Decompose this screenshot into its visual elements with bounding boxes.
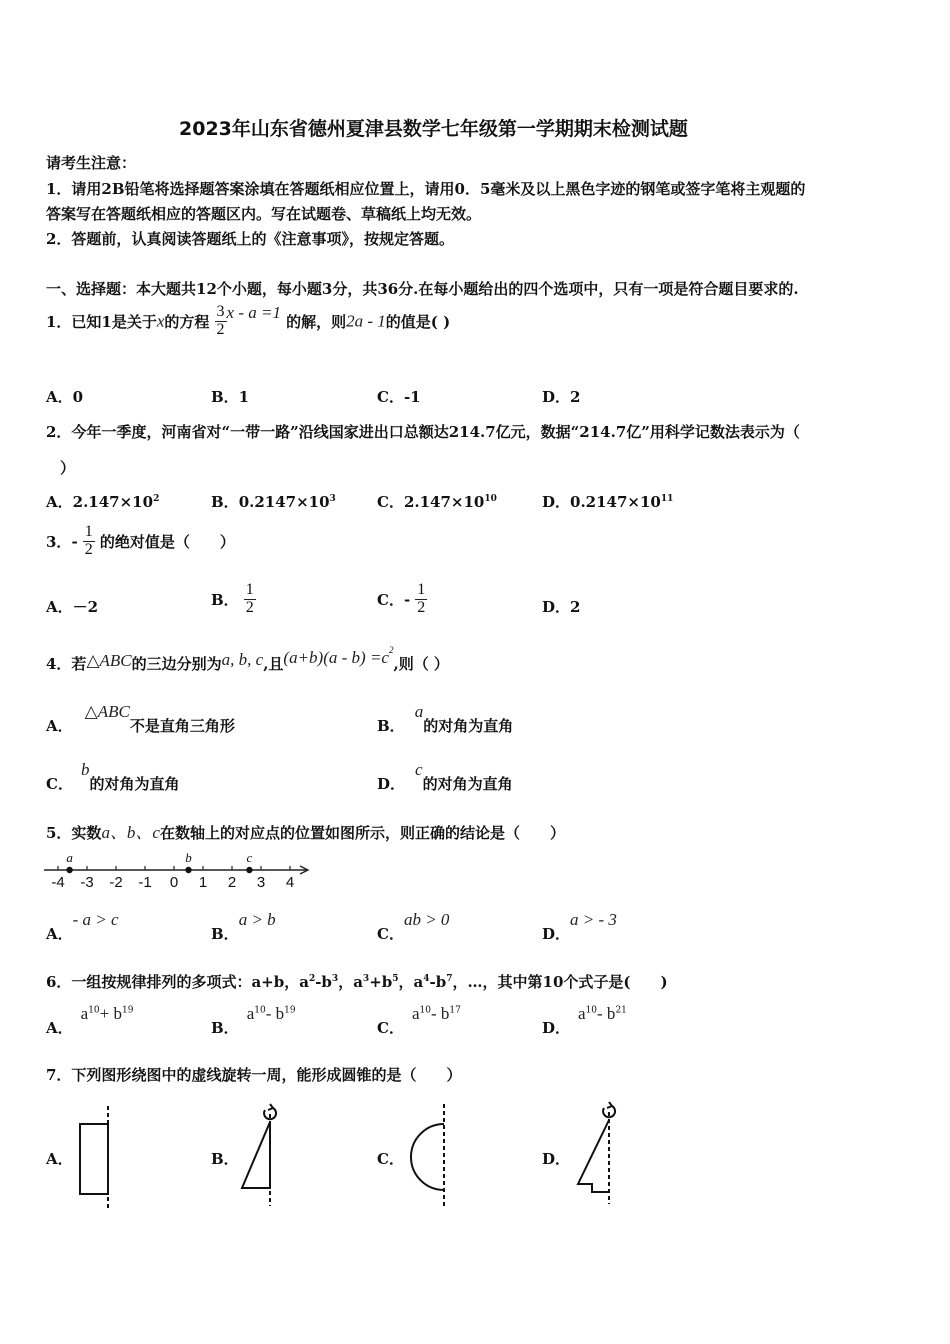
q4-eq-exp: 2 xyxy=(388,645,394,655)
q6-t6: +b xyxy=(369,973,393,991)
q6-a-op: + b xyxy=(99,1004,122,1023)
number-line-tick-label: 3 xyxy=(256,874,266,891)
page-title: 2023年山东省德州夏津县数学七年级第一学期期末检测试题 xyxy=(179,118,688,140)
q5-d-label: D． xyxy=(542,925,571,943)
q5-vars: a、b、c xyxy=(101,823,160,842)
number-line-point-label: a xyxy=(66,850,73,865)
q2-a-exp: 2 xyxy=(153,494,160,504)
q1-option-c[interactable]: C．-1 xyxy=(377,388,421,406)
q6-t8: ，a xyxy=(398,973,424,991)
question-3 xyxy=(46,524,235,559)
q1-suffix-2: 的值是( ) xyxy=(385,313,451,331)
question-4 xyxy=(46,645,449,674)
q3-c-label: C． xyxy=(377,590,404,609)
number-line-point-label: c xyxy=(246,850,253,865)
q7-option-d[interactable]: D． xyxy=(542,1150,571,1168)
q6-c-bexp: 17 xyxy=(449,1005,461,1016)
notice-line-1: 1．请用2B铅笔将选择题答案涂填在答题纸相应位置上，请用0．5毫米及以上黑色字迹的钢笔或签字笔将主观题的 xyxy=(46,180,806,198)
q1-frac-den: 2 xyxy=(216,321,225,338)
q5-option-b[interactable] xyxy=(211,910,276,944)
q2-line-1: 2．今年一季度，河南省对“一带一路”沿线国家进出口总额达214.7亿元，数据“214.7亿”用科学记数法表示为（ xyxy=(46,423,800,441)
q6-c-aexp: 10 xyxy=(419,1005,431,1016)
number-line-figure xyxy=(40,846,320,891)
number-line-tick-label: -2 xyxy=(109,874,123,891)
q2-d-label: D． xyxy=(542,493,571,511)
q5-option-a[interactable] xyxy=(46,910,119,944)
figure-a-rectangle xyxy=(78,1104,118,1210)
q4-a-text: 不是直角三角形 xyxy=(129,717,235,735)
q6-t3: 3 xyxy=(331,974,339,984)
q6-b-bexp: 19 xyxy=(284,1005,296,1016)
figure-d-shape xyxy=(578,1120,609,1192)
q2-c-exp: 10 xyxy=(484,494,497,504)
figure-c-semicircle xyxy=(406,1102,456,1208)
q2-c-label: C． xyxy=(377,493,404,511)
q1-frac-num: 3 xyxy=(216,303,225,321)
q2-option-b[interactable] xyxy=(211,491,336,512)
q4-equation: (a+b)(a - b) =c xyxy=(283,648,389,667)
q4-option-b[interactable] xyxy=(377,702,513,736)
q6-b-aexp: 10 xyxy=(254,1005,266,1016)
q4-suffix: ,则（ ） xyxy=(393,655,449,673)
q7-option-b[interactable]: B． xyxy=(211,1150,239,1168)
q6-d-aexp: 10 xyxy=(585,1005,598,1016)
q5-b-math: a > b xyxy=(238,910,276,929)
number-line-tick-label: 1 xyxy=(198,874,208,891)
q2-b-base: 0.2147×10 xyxy=(238,493,330,511)
q4-mid: 的三边分别为 xyxy=(131,655,222,673)
q3-suffix: 的绝对值是（ ） xyxy=(99,532,235,551)
number-line-tick-label: -3 xyxy=(80,874,94,891)
figure-c-shape xyxy=(411,1124,444,1190)
q1-equation: x - a =1 xyxy=(226,303,281,322)
q4-d-math: c xyxy=(415,760,423,779)
q4-c-label: C． xyxy=(46,775,73,793)
notice-heading: 请考生注意： xyxy=(46,154,137,172)
figure-d-stepped-triangle xyxy=(574,1098,624,1208)
q4-d-label: D． xyxy=(377,775,406,793)
q5-option-c[interactable] xyxy=(377,910,449,944)
q2-b-label: B． xyxy=(211,493,239,511)
figure-d-arrow-head xyxy=(607,1102,612,1108)
q6-t2: -b xyxy=(315,973,332,991)
q2-c-base: 2.147×10 xyxy=(403,493,485,511)
q1-expr: 2a - 1 xyxy=(346,311,386,331)
q5-a-math: - a > c xyxy=(72,910,119,929)
q4-option-a[interactable] xyxy=(46,702,235,736)
q6-option-c[interactable]: C．$a^{10}-$ $b^{17}$ xyxy=(377,1004,461,1037)
q3-c-num: 1 xyxy=(417,581,426,598)
number-line-tick-label: 0 xyxy=(169,874,179,891)
q1-mid: 的方程 xyxy=(164,313,210,331)
q6-t1: 2 xyxy=(308,974,316,984)
q6-d-bexp: 21 xyxy=(615,1005,627,1016)
q3-den: 2 xyxy=(84,540,93,558)
q4-mid2: ,且 xyxy=(263,655,284,673)
q4-option-d[interactable] xyxy=(377,760,513,794)
q5-prefix: 5．实数 xyxy=(46,824,102,842)
q4-b-math: a xyxy=(414,702,424,721)
q6-c-label: C． xyxy=(377,1019,404,1037)
figure-b-triangle xyxy=(238,1100,288,1210)
q6-t7: 5 xyxy=(392,974,399,984)
q3-option-a[interactable]: A．－2 xyxy=(46,598,99,616)
q6-a-label: A． xyxy=(46,1019,73,1037)
q3-minus: - xyxy=(71,532,78,551)
q4-c-math: b xyxy=(80,760,90,779)
q3-c-den: 2 xyxy=(417,598,426,616)
q6-b-label: B． xyxy=(211,1019,239,1037)
q6-option-b[interactable]: B．$a^{10}-$ $b^{19}$ xyxy=(211,1004,296,1037)
q4-a-math: △ABC xyxy=(84,702,130,721)
q6-a-aexp: 10 xyxy=(88,1005,100,1016)
q3-option-c[interactable] xyxy=(377,582,427,617)
number-line-point-b xyxy=(185,867,191,873)
number-line-tick-label: -1 xyxy=(138,874,152,891)
q2-option-d[interactable] xyxy=(542,491,673,512)
q3-c-minus: - xyxy=(403,590,411,609)
q3-b-num: 1 xyxy=(245,581,254,598)
question-7: 7．下列图形绕图中的虚线旋转一周，能形成圆锥的是（ ） xyxy=(46,1066,462,1084)
q4-prefix: 4．若 xyxy=(46,655,87,673)
figure-b-arrow-head xyxy=(268,1104,273,1110)
q4-b-label: B． xyxy=(377,717,405,735)
q5-a-label: A． xyxy=(46,925,73,943)
q5-d-math: a > - 3 xyxy=(570,910,617,929)
q1-option-a[interactable]: A．0 xyxy=(46,388,84,406)
q6-c-op: - b xyxy=(430,1004,450,1023)
q3-fraction xyxy=(83,524,95,559)
q1-var: x xyxy=(156,311,165,331)
notice-line-3: 2．答题前，认真阅读答题纸上的《注意事项》，按规定答题。 xyxy=(46,230,454,248)
figure-a-shape xyxy=(80,1124,108,1194)
q1-option-b[interactable]: B．1 xyxy=(211,388,250,406)
notice-line-2: 答案写在答题纸相应的答题区内。写在试题卷、草稿纸上均无效。 xyxy=(46,205,482,223)
q4-a-label: A． xyxy=(46,717,73,735)
number-line-tick-label: -4 xyxy=(51,874,65,891)
number-line-point-c xyxy=(246,867,252,873)
q6-option-d[interactable]: D．$a^{10}-$ $b^{21}$ xyxy=(542,1004,627,1037)
q3-b-den: 2 xyxy=(245,598,254,616)
q2-d-base: 0.2147×10 xyxy=(570,493,661,511)
q6-option-a[interactable]: A．$a^{10}+ b^{19}$ xyxy=(46,1004,134,1037)
q3-prefix: 3． xyxy=(46,532,72,551)
q1-suffix-1: 的解，则 xyxy=(286,313,347,331)
q6-t11: 7 xyxy=(446,974,453,984)
q6-d-label: D． xyxy=(542,1019,571,1037)
number-line-point-label: b xyxy=(185,850,192,865)
q3-b-label: B． xyxy=(211,590,239,609)
q2-d-exp: 11 xyxy=(660,494,674,504)
q7-option-a[interactable]: A． xyxy=(46,1150,73,1168)
q3-c-fraction xyxy=(415,582,427,617)
q3-num: 1 xyxy=(84,523,93,540)
number-line-tick-label: 4 xyxy=(285,874,295,891)
q1-fraction xyxy=(215,304,227,339)
q6-b-op: - b xyxy=(265,1004,285,1023)
q3-option-d[interactable]: D．2 xyxy=(542,598,581,616)
q5-suffix: 在数轴上的对应点的位置如图所示，则正确的结论是（ ） xyxy=(159,824,565,842)
q2-option-a[interactable] xyxy=(46,491,159,512)
q6-t0: 6．一组按规律排列的多项式：a+b，a xyxy=(46,973,309,991)
q7-option-c[interactable]: C． xyxy=(377,1150,404,1168)
q4-sides: a, b, c xyxy=(221,650,264,669)
question-6 xyxy=(46,971,668,992)
q6-a-bexp: 19 xyxy=(121,1005,134,1016)
q6-t12: ，…，其中第10个式子是( ) xyxy=(452,973,668,991)
q2-a-label: A． xyxy=(46,493,73,511)
q5-option-d[interactable] xyxy=(542,910,617,944)
q1-option-d[interactable]: D．2 xyxy=(542,388,581,406)
question-5 xyxy=(46,818,565,843)
q5-b-label: B． xyxy=(211,925,239,943)
q4-option-c[interactable] xyxy=(46,760,179,794)
question-1 xyxy=(46,303,450,339)
figure-b-shape xyxy=(242,1122,270,1188)
number-line-point-a xyxy=(66,867,72,873)
q2-b-exp: 3 xyxy=(329,494,336,504)
q2-line-2: ） xyxy=(60,459,76,477)
q1-prefix: 1．已知1是关于 xyxy=(46,313,157,331)
q3-option-b[interactable] xyxy=(211,582,256,617)
q4-d-text: 的对角为直角 xyxy=(422,775,513,793)
q2-a-base: 2.147×10 xyxy=(72,493,154,511)
q4-b-text: 的对角为直角 xyxy=(423,717,514,735)
q6-t9: 4 xyxy=(423,974,430,984)
q5-c-label: C． xyxy=(377,925,404,943)
q6-t10: -b xyxy=(429,973,447,991)
q6-t5: 3 xyxy=(362,974,370,984)
q4-triangle: △ABC xyxy=(86,651,132,670)
q6-d-op: - b xyxy=(597,1004,616,1023)
q3-b-fraction xyxy=(244,582,256,617)
q5-c-math: ab > 0 xyxy=(403,910,450,929)
q6-t4: ，a xyxy=(338,973,363,991)
section-heading: 一、选择题：本大题共12个小题，每小题3分，共36分.在每小题给出的四个选项中，只有一项是符合题目要求的. xyxy=(46,280,799,298)
number-line-tick-label: 2 xyxy=(227,874,237,891)
q4-c-text: 的对角为直角 xyxy=(89,775,180,793)
q2-option-c[interactable] xyxy=(377,491,497,512)
